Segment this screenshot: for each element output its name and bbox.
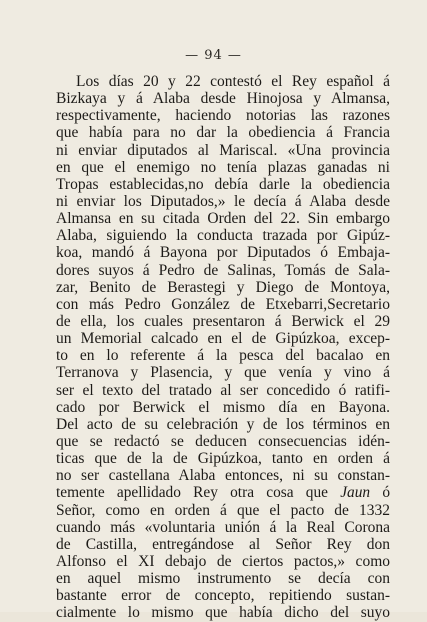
text-line: con más Pedro González de Etxebarri,Secretario xyxy=(56,295,390,313)
text-line: cado por Berwick el mismo día en Bayona. xyxy=(56,398,390,416)
text-line: dores suyos á Pedro de Salinas, Tomás de Sala- xyxy=(56,261,390,279)
text-line: Alfonso el XI debajo de ciertos pactos,» como xyxy=(56,552,390,570)
text-line: que había para no dar la obediencia á Francia xyxy=(56,124,390,142)
text-line: bastante error de concepto, repitiendo sustan- xyxy=(56,587,390,605)
text-line: que se redactó se deducen consecuencias idén- xyxy=(56,432,390,450)
text-line: Los días 20 y 22 contestó el Rey español á xyxy=(76,73,390,90)
body-text xyxy=(56,73,390,622)
text-line: en aquel mismo instrumento se decía con xyxy=(56,570,390,588)
text-line: Señor, como en orden á que el pacto de 1332 xyxy=(56,501,390,519)
text-line: Bizkaya y á Alaba desde Hinojosa y Almansa, xyxy=(56,90,390,108)
text-line: to en lo referente á la pesca del bacalao en xyxy=(56,347,390,365)
text-line: ticas que de la de Gipúzkoa, tanto en orden á xyxy=(56,450,390,468)
text-line: zar, Benito de Berastegi y Diego de Montoya, xyxy=(56,278,390,296)
text-line: de ella, los cuales presentaron á Berwick el 29 xyxy=(56,312,390,330)
text-line: Tropas establecidas,no debía darle la obediencia xyxy=(56,175,390,193)
text-line: cuando más «voluntaria unión á la Real Corona xyxy=(56,518,390,536)
italic-word: Jaun xyxy=(340,484,371,502)
text-line: de Castilla, entregándose al Señor Rey don xyxy=(56,535,390,553)
text-line: ser el texto del tratado al ser concedido ó ratifi- xyxy=(56,381,390,399)
text-line: ni enviar los Diputados,» le decía á Alaba desde xyxy=(56,192,390,210)
text-line: no ser castellana Alaba entonces, ni su constan- xyxy=(56,467,390,485)
text-line: un Memorial calcado en el de Gipúzkoa, excep- xyxy=(56,330,390,348)
text-line: temente apellidado Rey otra cosa que Jaun ó xyxy=(56,484,390,502)
text-line: cialmente lo mismo que había dicho del suyo xyxy=(56,604,390,622)
text-line: Del acto de su celebración y de los términos en xyxy=(56,415,390,433)
text-line: en que el enemigo no tenía plazas ganadas ni xyxy=(56,158,390,176)
text-line: ni enviar diputados al Mariscal. «Una provincia xyxy=(56,141,390,159)
text-line: Terranova y Plasencia, y que venía y vino á xyxy=(56,364,390,382)
text-line: koa, mandó á Bayona por Diputados ó Embaja- xyxy=(56,244,390,262)
text-line: respectivamente, haciendo notorias las razones xyxy=(56,107,390,125)
text-line: Alaba, siguiendo la conducta trazada por Gipúz- xyxy=(56,227,390,245)
text-line: Almansa en su citada Orden del 22. Sin embargo xyxy=(56,210,390,228)
page-number: — 94 — xyxy=(185,48,242,63)
